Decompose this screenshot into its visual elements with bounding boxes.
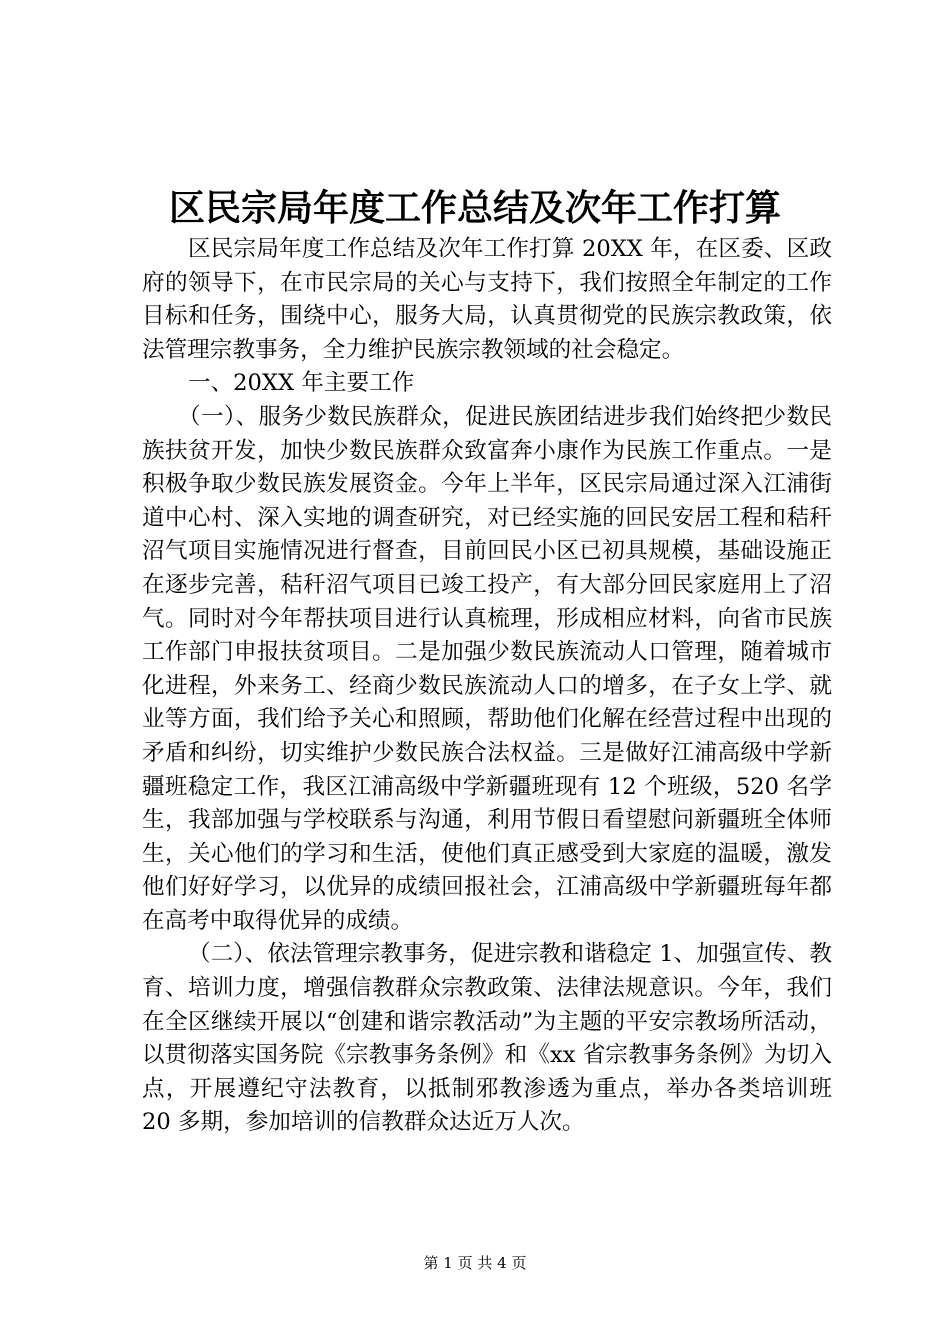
document-body bbox=[142, 233, 832, 1140]
subsection-2-paragraph: （二）、依法管理宗教事务，促进宗教和谐稳定 1、加强宣传、教育、培训力度，增强信教群众宗教政策、法律法规意识。今年，我们在全区继续开展以“创建和谐宗教活动”为主题的平安宗教场所活动，以贯彻落实国务院《宗教事务条例》和《xx 省宗教事务条例》为切入点，开展遵纪守法教育，以抵制邪教渗透为重点，举办各类培训班 20 多期，参加培训的信教群众达近万人次。 bbox=[142, 941, 832, 1136]
page-footer: 第 1 页 共 4 页 bbox=[423, 1254, 527, 1272]
intro-paragraph: 区民宗局年度工作总结及次年工作打算 20XX 年，在区委、区政府的领导下，在市民宗局的关心与支持下，我们按照全年制定的工作目标和任务，围绕中心，服务大局，认真贯彻党的民族宗教政策，依法管理宗教事务，全力维护民族宗教领域的社会稳定。 bbox=[142, 236, 832, 363]
section-heading: 一、20XX 年主要工作 bbox=[188, 370, 415, 397]
subsection-1-paragraph: （一）、服务少数民族群众，促进民族团结进步我们始终把少数民族扶贫开发，加快少数民族群众致富奔小康作为民族工作重点。一是积极争取少数民族发展资金。今年上半年，区民宗局通过深入江浦街道中心村、深入实地的调查研究，对已经实施的回民安居工程和秸秆沼气项目实施情况进行督查，目前回民小区已初具规模，基础设施正在逐步完善，秸秆沼气项目已竣工投产，有大部分回民家庭用上了沼气。同时对今年帮扶项目进行认真梳理，形成相应材料，向省市民族工作部门申报扶贫项目。二是加强少数民族流动人口管理，随着城市化进程，外来务工、经商少数民族流动人口的增多，在子女上学、就业等方面，我们给予关心和照顾，帮助他们化解在经营过程中出现的矛盾和纠纷，切实维护少数民族合法权益。三是做好江浦高级中学新疆班稳定工作，我区江浦高级中学新疆班现有 12 个班级，520 名学生，我部加强与学校联系与沟通，利用节假日看望慰问新疆班全体师生，关心他们的学习和生活，使他们真正感受到大家庭的温暖，激发他们好好学习，以优异的成绩回报社会，江浦高级中学新疆班每年都在高考中取得优异的成绩。 bbox=[142, 403, 832, 934]
document-title: 区民宗局年度工作总结及次年工作打算 bbox=[168, 187, 781, 229]
